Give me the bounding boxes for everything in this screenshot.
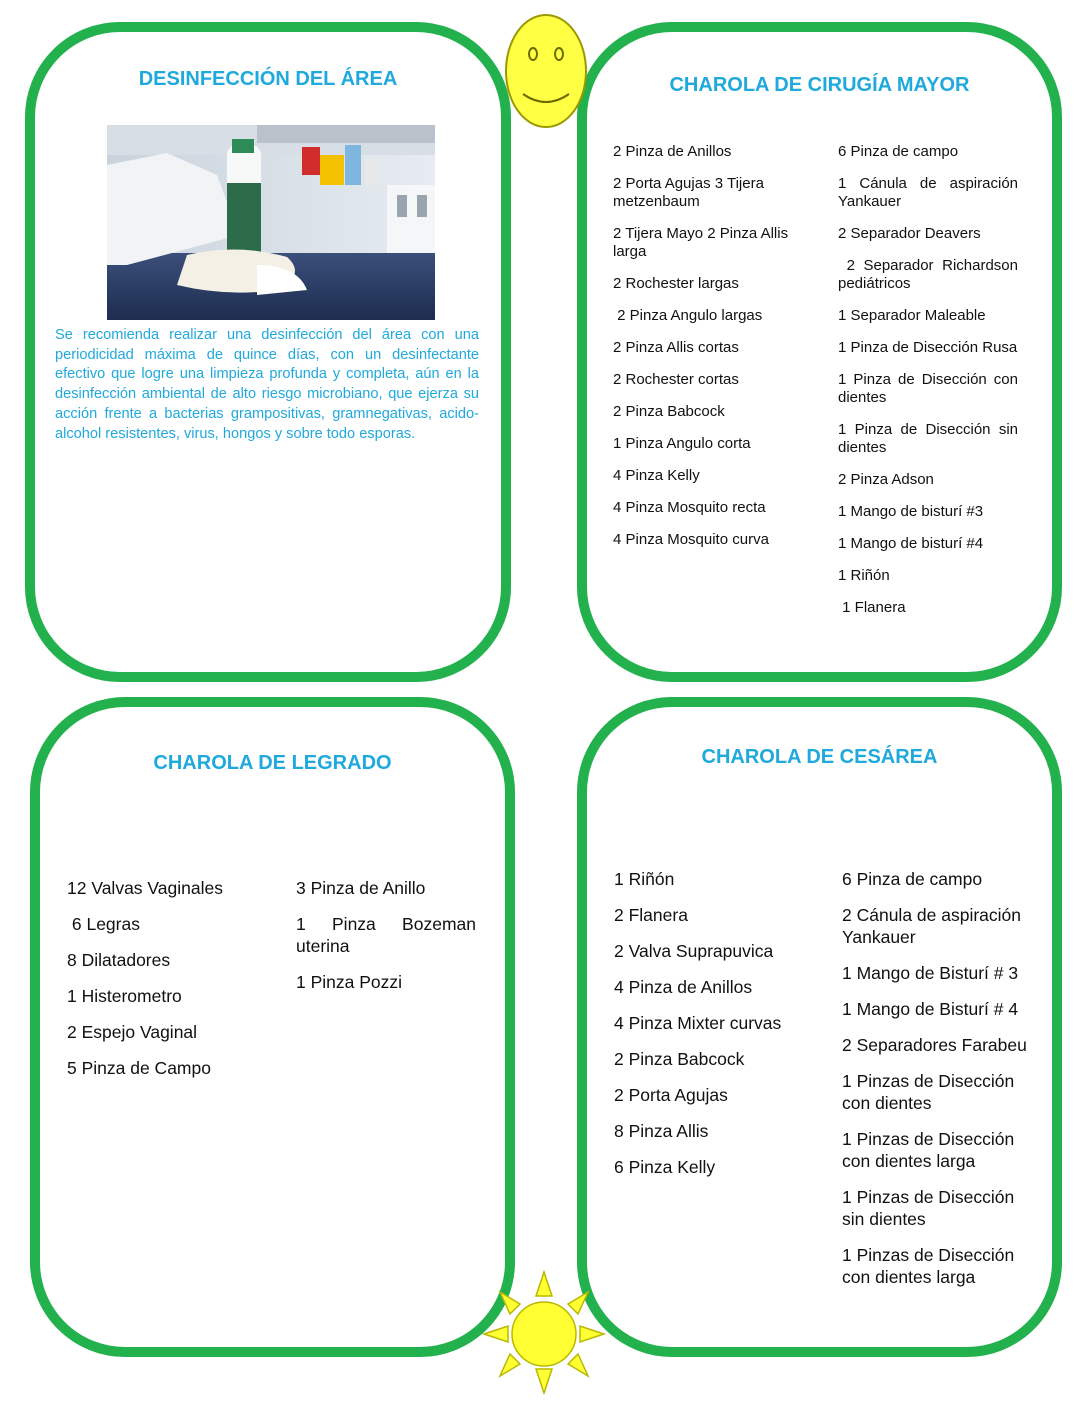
list-item: 2 Pinza Allis cortas xyxy=(613,339,739,356)
list-item: 2 Rochester cortas xyxy=(613,371,739,388)
list-item: 1 Riñón xyxy=(614,869,675,889)
list-item: 1 Histerometro xyxy=(67,986,182,1006)
list-item: 1 Pinza Bozeman uterina xyxy=(296,914,476,956)
cesarea-list-left xyxy=(614,868,814,1178)
list-item: 1 Cánula de aspiración Yankauer xyxy=(838,175,1018,210)
list-item: 1 Flanera xyxy=(838,599,906,616)
legrado-list-right xyxy=(296,877,476,993)
list-item: 1 Mango de Bisturí # 4 xyxy=(842,999,1019,1019)
list-item: 2 Pinza Adson xyxy=(838,471,934,488)
list-item: 1 Pinza de Disección Rusa xyxy=(838,339,1018,356)
card-title-legrado: CHAROLA DE LEGRADO xyxy=(153,752,392,774)
list-item: 1 Mango de bisturí #4 xyxy=(838,535,984,552)
list-item: 3 Pinza de Anillo xyxy=(296,878,426,898)
cirugia-mayor-list-right xyxy=(838,143,1023,617)
list-item: 2 Porta Agujas 3 Tijera metzenbaum xyxy=(613,175,764,210)
list-item: 6 Legras xyxy=(67,914,140,934)
list-item: 4 Pinza Kelly xyxy=(613,467,700,484)
list-item: 6 Pinza de campo xyxy=(842,869,983,889)
list-item: 4 Pinza de Anillos xyxy=(614,977,753,997)
list-item: 2 Valva Suprapuvica xyxy=(614,941,774,961)
list-item: 4 Pinza Mixter curvas xyxy=(614,1013,782,1033)
card-cirugia-mayor xyxy=(577,22,1062,682)
list-item: 1 Riñón xyxy=(838,567,890,584)
list-item: 2 Cánula de aspiración Yankauer xyxy=(842,905,1022,947)
list-item: 2 Separadores Farabeu xyxy=(842,1035,1027,1055)
card-cesarea xyxy=(577,697,1062,1357)
card-desinfeccion xyxy=(25,22,511,682)
list-item: 1 Pinzas de Disección con dientes larga xyxy=(842,1245,1015,1287)
list-item: 2 Separador Richardson pediátricos xyxy=(838,257,1023,292)
list-item: 1 Pinza de Disección sin dientes xyxy=(838,421,1018,456)
list-item: 2 Rochester largas xyxy=(613,275,739,292)
list-item: 8 Dilatadores xyxy=(67,950,171,970)
list-item: 1 Mango de bisturí #3 xyxy=(838,503,984,520)
card-title-cirugia-mayor: CHAROLA DE CIRUGÍA MAYOR xyxy=(669,74,970,96)
card-title-desinfeccion: DESINFECCIÓN DEL ÁREA xyxy=(138,68,398,90)
list-item: 1 Pinzas de Disección con dientes xyxy=(842,1071,1015,1113)
disinfection-paragraph: Se recomienda realizar una desinfección del área con una periodicidad máxima de quince días, con un desinfectante efectivo que logre una limpieza profunda y completa, aún en la desinfección ambiental de alto riesgo microbiano, que ejerza su acción frente a bacterias grampositivas, gramnegativas, acido-alcohol resistentes, virus, hongos y sobre todo esporas. xyxy=(55,327,479,442)
list-item: 8 Pinza Allis xyxy=(614,1121,709,1141)
list-item: 6 Pinza de campo xyxy=(838,143,959,160)
list-item: 1 Pinza Pozzi xyxy=(296,972,403,992)
list-item: 12 Valvas Vaginales xyxy=(67,878,223,898)
list-item: 2 Separador Deavers xyxy=(838,225,981,242)
list-item: 6 Pinza Kelly xyxy=(614,1157,716,1177)
card-legrado xyxy=(30,697,515,1357)
cirugia-mayor-list-left xyxy=(613,143,793,549)
list-item: 4 Pinza Mosquito recta xyxy=(613,499,766,516)
cesarea-list-right xyxy=(842,868,1032,1288)
list-item: 2 Tijera Mayo 2 Pinza Allis larga xyxy=(613,225,789,260)
list-item: 2 Pinza Angulo largas xyxy=(613,307,763,324)
list-item: 2 Flanera xyxy=(614,905,688,925)
list-item: 2 Pinza Babcock xyxy=(614,1049,745,1069)
list-item: 2 Espejo Vaginal xyxy=(67,1022,198,1042)
list-item: 1 Pinza Angulo corta xyxy=(613,435,751,452)
legrado-list-left xyxy=(67,877,267,1079)
list-item: 2 Pinza Babcock xyxy=(613,403,725,420)
disinfection-photo xyxy=(107,125,435,320)
list-item: 2 Porta Agujas xyxy=(614,1085,728,1105)
list-item: 4 Pinza Mosquito curva xyxy=(613,531,769,548)
sun-icon xyxy=(478,1268,610,1397)
list-item: 5 Pinza de Campo xyxy=(67,1058,211,1078)
smiley-face-icon xyxy=(503,12,589,130)
list-item: 1 Pinza de Disección con dientes xyxy=(838,371,1018,406)
card-title-cesarea: CHAROLA DE CESÁREA xyxy=(701,746,938,768)
list-item: 2 Pinza de Anillos xyxy=(613,143,732,160)
list-item: 1 Pinzas de Disección sin dientes xyxy=(842,1187,1015,1229)
list-item: 1 Separador Maleable xyxy=(838,307,986,324)
list-item: 1 Mango de Bisturí # 3 xyxy=(842,963,1019,983)
list-item: 1 Pinzas de Disección con dientes larga xyxy=(842,1129,1015,1171)
